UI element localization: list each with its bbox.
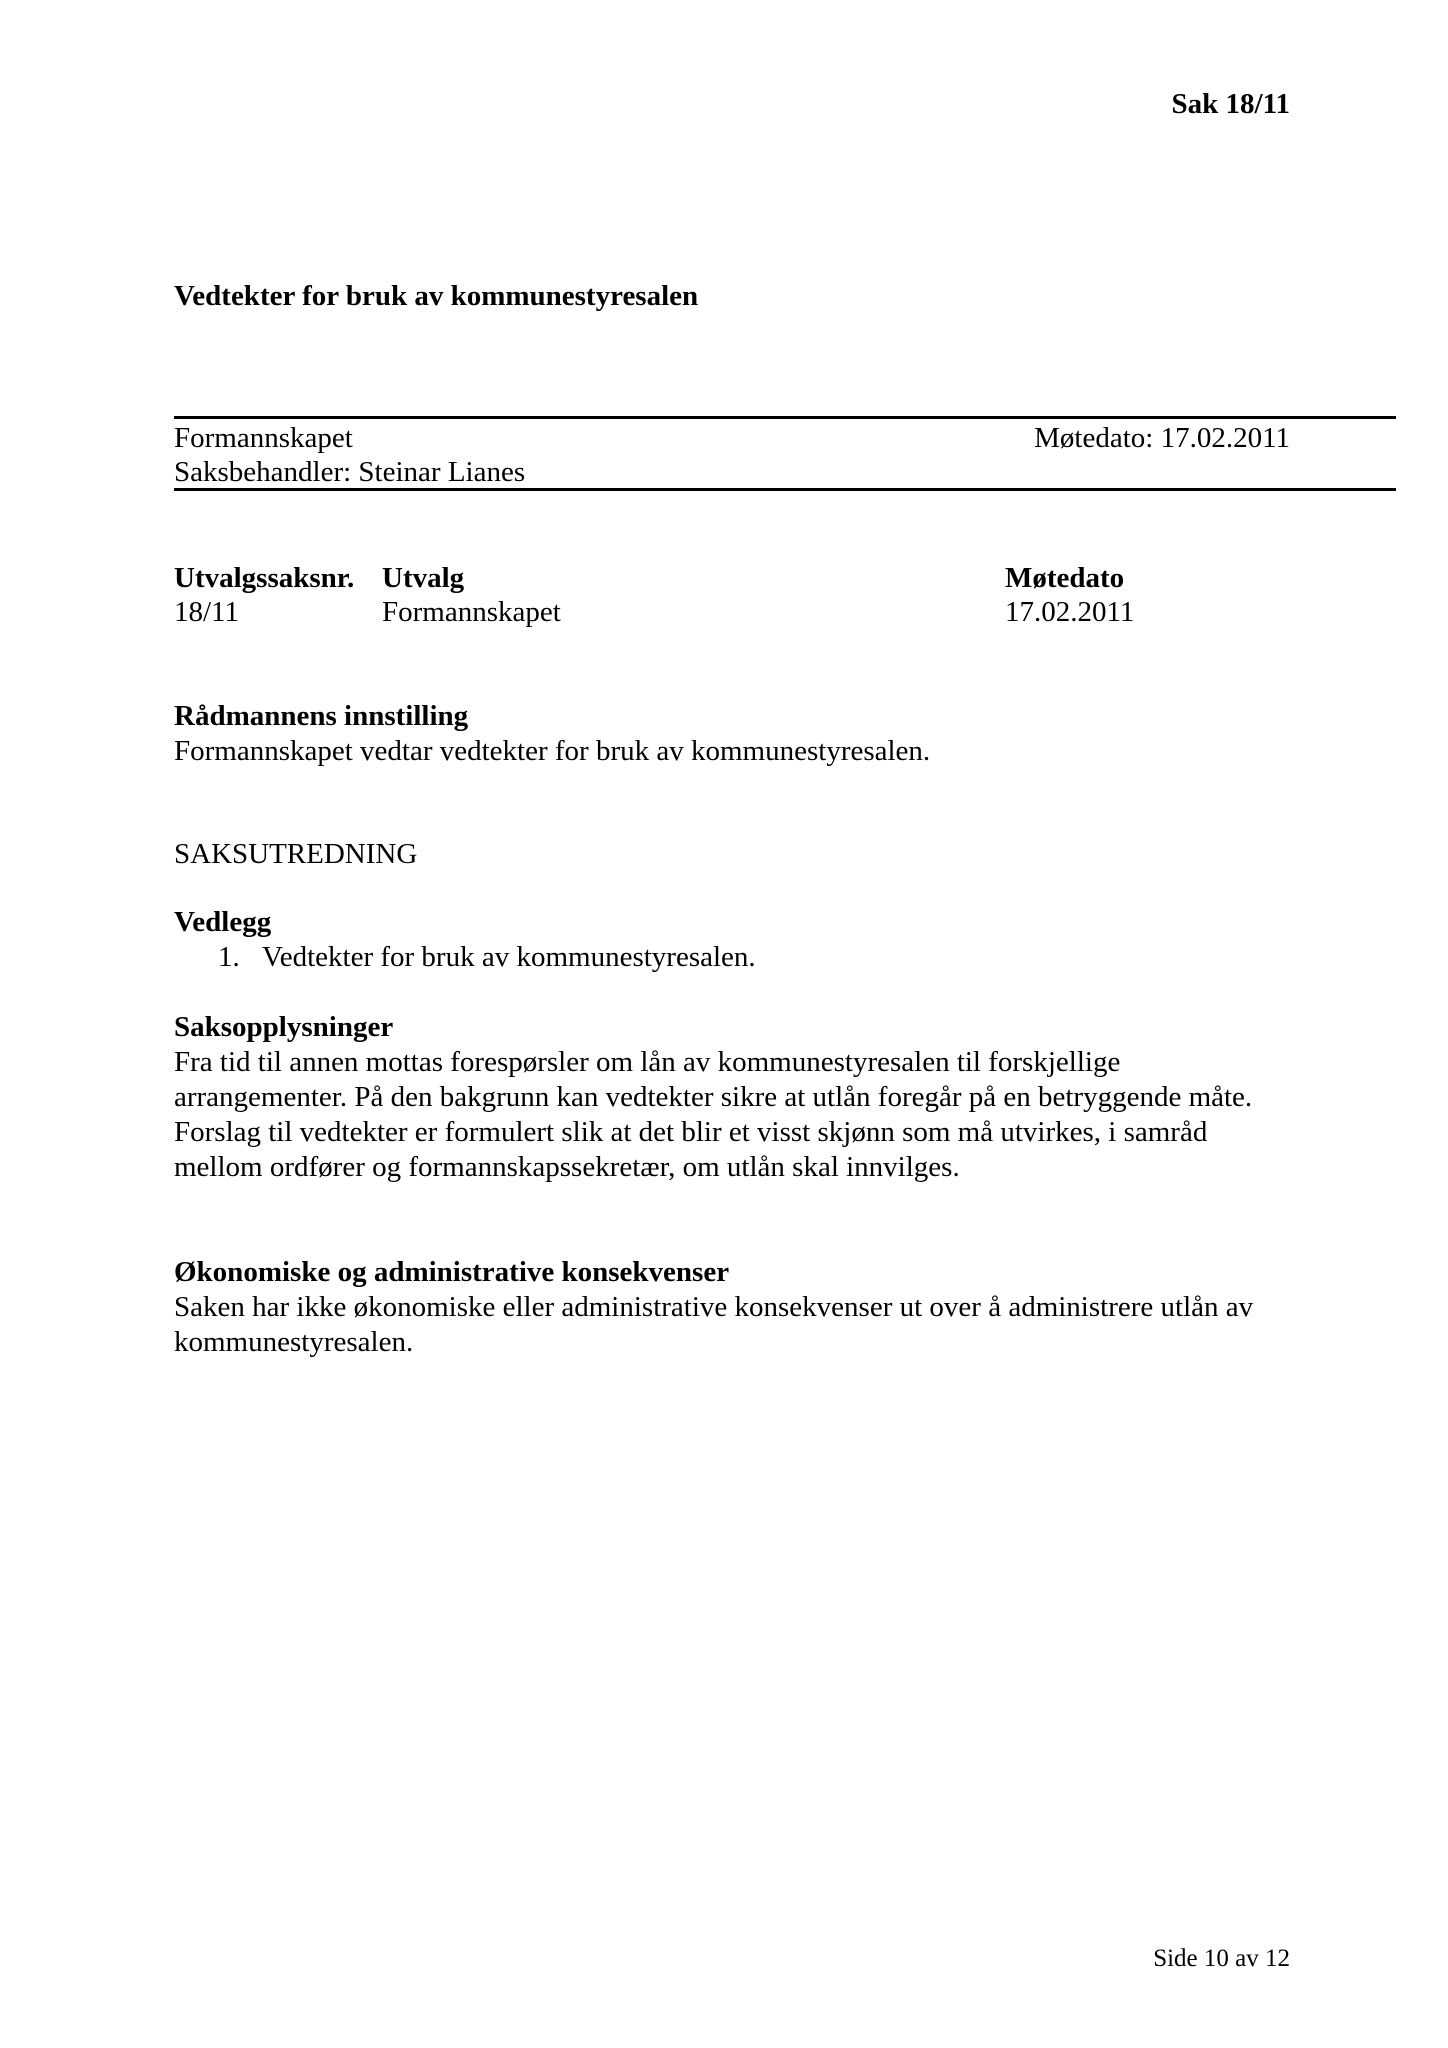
recommendation-heading: Rådmannens innstilling bbox=[174, 700, 469, 732]
recommendation-text: Formannskapet vedtar vedtekter for bruk av kommunestyresalen. bbox=[174, 735, 931, 767]
table-cell-case-number: 18/11 bbox=[174, 596, 239, 628]
case-info-paragraph bbox=[174, 1045, 1252, 1185]
case-reference: Sak 18/11 bbox=[1171, 88, 1290, 120]
consequences-line: Saken har ikke økonomiske eller administrative konsekvenser ut over å administrere utlån av bbox=[174, 1291, 1254, 1323]
table-header-committee: Utvalg bbox=[382, 562, 465, 594]
consequences-heading: Økonomiske og administrative konsekvenser bbox=[174, 1256, 730, 1288]
section-heading-saksutredning: SAKSUTREDNING bbox=[174, 838, 418, 870]
case-info-line: mellom ordfører og formannskapssekretær, om utlån skal innvilges. bbox=[174, 1151, 960, 1183]
document-title: Vedtekter for bruk av kommunestyresalen bbox=[174, 280, 699, 312]
meta-committee: Formannskapet bbox=[174, 422, 353, 454]
attachment-item-number: 1. bbox=[218, 941, 240, 973]
consequences-line: kommunestyresalen. bbox=[174, 1326, 414, 1358]
meta-case-officer: Saksbehandler: Steinar Lianes bbox=[174, 456, 526, 488]
case-info-line: Fra tid til annen mottas forespørsler om lån av kommunestyresalen til forskjellige bbox=[174, 1046, 1121, 1078]
table-header-meeting-date: Møtedato bbox=[1005, 562, 1125, 594]
attachments-heading: Vedlegg bbox=[174, 906, 272, 938]
table-cell-committee: Formannskapet bbox=[382, 596, 561, 628]
bottom-rule bbox=[174, 488, 1396, 491]
meta-meeting-date: Møtedato: 17.02.2011 bbox=[1034, 422, 1290, 454]
case-info-line: arrangementer. På den bakgrunn kan vedtekter sikre at utlån foregår på en betryggende måte. bbox=[174, 1081, 1253, 1113]
case-info-line: Forslag til vedtekter er formulert slik at det blir et visst skjønn som må utvirkes, i samråd bbox=[174, 1116, 1208, 1148]
case-info-heading: Saksopplysninger bbox=[174, 1011, 394, 1043]
attachment-item-text: Vedtekter for bruk av kommunestyresalen. bbox=[262, 941, 756, 973]
table-cell-meeting-date: 17.02.2011 bbox=[1005, 596, 1135, 628]
page-number: Side 10 av 12 bbox=[1153, 1945, 1290, 1972]
consequences-paragraph bbox=[174, 1290, 1253, 1360]
table-header-case-number: Utvalgssaksnr. bbox=[174, 562, 355, 594]
top-rule bbox=[174, 416, 1396, 419]
